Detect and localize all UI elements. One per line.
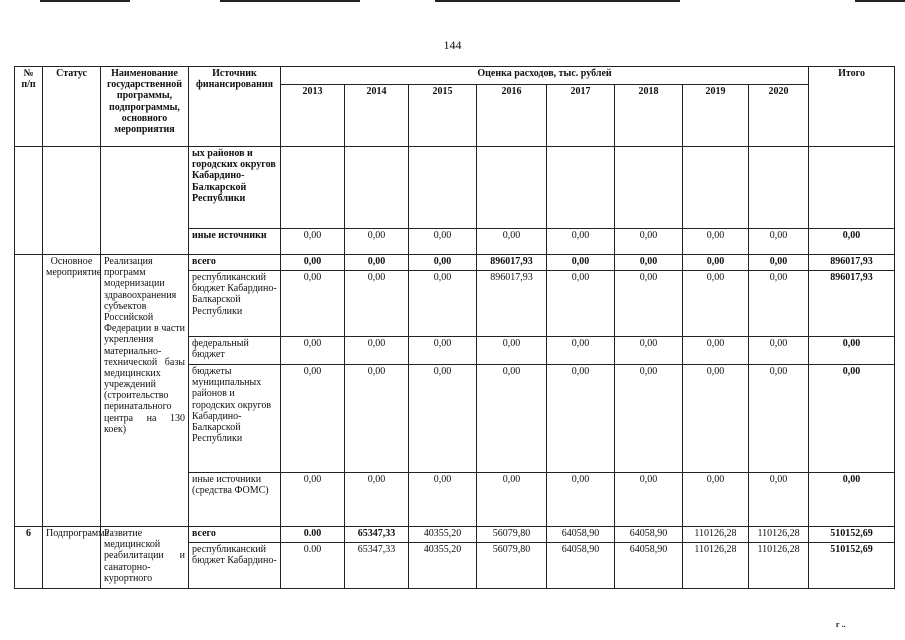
table-cell-value: 0,00 xyxy=(547,271,615,337)
table-cell-value: 64058,90 xyxy=(547,543,615,589)
table-cell-value: 0,00 xyxy=(547,255,615,271)
table-cell-value: 0,00 xyxy=(749,473,809,527)
table-cell-value: 0,00 xyxy=(409,365,477,473)
table-row xyxy=(15,147,895,229)
table-cell: ых районов и городских округов Кабардино-Балкарской Республики xyxy=(189,147,281,229)
table-cell-value: 0,00 xyxy=(809,229,895,255)
table-cell: всего xyxy=(189,255,281,271)
table-cell-value: 0,00 xyxy=(547,229,615,255)
table-cell-value: 110126,28 xyxy=(683,527,749,543)
header-year: 2018 xyxy=(615,85,683,147)
budget-table xyxy=(14,66,895,589)
footer-mark: г .. xyxy=(836,620,846,629)
table-cell-value xyxy=(683,147,749,229)
table-cell-value: 65347,33 xyxy=(345,543,409,589)
table-cell-value xyxy=(409,147,477,229)
table-cell-value: 40355,20 xyxy=(409,527,477,543)
scan-edge-line xyxy=(40,0,130,2)
table-cell-value: 64058,90 xyxy=(615,527,683,543)
header-year: 2015 xyxy=(409,85,477,147)
table-cell-value: 0,00 xyxy=(615,229,683,255)
table-cell xyxy=(101,147,189,255)
table-cell-value: 896017,93 xyxy=(477,255,547,271)
table-cell-value: 56079,80 xyxy=(477,527,547,543)
table-cell-value: 0,00 xyxy=(683,271,749,337)
table-cell-value: 0,00 xyxy=(281,255,345,271)
table-cell-value: 0,00 xyxy=(345,255,409,271)
table-cell-value: 0,00 xyxy=(345,365,409,473)
header-costs: Оценка расходов, тыс. рублей xyxy=(281,67,809,85)
table-cell-value xyxy=(547,147,615,229)
table-cell-value: 0,00 xyxy=(281,271,345,337)
header-year: 2017 xyxy=(547,85,615,147)
table-cell-value: 0,00 xyxy=(809,365,895,473)
table-cell-value: 0,00 xyxy=(409,337,477,365)
table-cell-value: 0,00 xyxy=(683,229,749,255)
table-cell-value xyxy=(345,147,409,229)
table-cell-value: 0,00 xyxy=(615,271,683,337)
table-cell-value: 0,00 xyxy=(683,255,749,271)
table-row xyxy=(15,255,895,271)
table-cell-value xyxy=(749,147,809,229)
table-cell-value: 510152,69 xyxy=(809,543,895,589)
table-header xyxy=(15,67,895,147)
table-cell-value: 0.00 xyxy=(281,543,345,589)
table-cell: федеральный бюджет xyxy=(189,337,281,365)
table-cell-value: 110126,28 xyxy=(749,543,809,589)
table-cell-value: 65347,33 xyxy=(345,527,409,543)
header-year: 2014 xyxy=(345,85,409,147)
header-name: Наименование государственной программы, подпрограммы, основного мероприятия xyxy=(101,67,189,147)
table-cell-value: 0,00 xyxy=(281,473,345,527)
header-year: 2020 xyxy=(749,85,809,147)
table-cell-value: 0,00 xyxy=(345,229,409,255)
table-cell-value: 0,00 xyxy=(409,473,477,527)
table-cell-value: 0,00 xyxy=(749,229,809,255)
table-cell-value: 896017,93 xyxy=(809,271,895,337)
table-cell-value: 0,00 xyxy=(345,337,409,365)
table-cell xyxy=(15,255,43,527)
table-cell-value: 0,00 xyxy=(409,271,477,337)
table-cell-value: 64058,90 xyxy=(547,527,615,543)
table-cell-value: 0,00 xyxy=(749,255,809,271)
table-row xyxy=(15,527,895,543)
table-cell-value: 0,00 xyxy=(615,255,683,271)
scan-edge-line xyxy=(435,0,680,2)
table-cell-value: 0,00 xyxy=(547,337,615,365)
header-year: 2016 xyxy=(477,85,547,147)
table-cell-value xyxy=(477,147,547,229)
table-cell-value: 896017,93 xyxy=(809,255,895,271)
table-cell-value: 40355,20 xyxy=(409,543,477,589)
row-name: Развитие медицинской реабилитации и санаторно-курортного xyxy=(101,527,189,589)
page-number: 144 xyxy=(443,38,462,52)
table-cell-value: 0,00 xyxy=(477,365,547,473)
table-cell-value: 510152,69 xyxy=(809,527,895,543)
table-cell-value: 0,00 xyxy=(683,337,749,365)
table-cell-value xyxy=(281,147,345,229)
table-cell-value: 0,00 xyxy=(281,337,345,365)
table-cell xyxy=(15,147,43,255)
table-cell: иные источники (средства ФОМС) xyxy=(189,473,281,527)
table-cell-value: 0,00 xyxy=(683,473,749,527)
scan-edge-line xyxy=(220,0,360,2)
table-cell-value: 0,00 xyxy=(345,473,409,527)
table-cell: всего xyxy=(189,527,281,543)
table-cell-value: 64058,90 xyxy=(615,543,683,589)
table-cell-value: 0,00 xyxy=(749,365,809,473)
table-cell-value: 110126,28 xyxy=(749,527,809,543)
table-cell-value: 0,00 xyxy=(749,271,809,337)
table-cell-value: 0,00 xyxy=(409,255,477,271)
table-cell-value: 0,00 xyxy=(477,337,547,365)
table-cell-value: 0,00 xyxy=(477,229,547,255)
table-cell: республиканский бюджет Кабардино-Балкарской Республики xyxy=(189,271,281,337)
table-cell: бюджеты муниципальных районов и городских округов Кабардино-Балкарской Республики xyxy=(189,365,281,473)
table-cell-value: 0,00 xyxy=(615,337,683,365)
table-cell-value: 896017,93 xyxy=(477,271,547,337)
row-number: 6 xyxy=(15,527,43,589)
table-cell-value: 0,00 xyxy=(809,473,895,527)
row-status: Подпрограмма xyxy=(43,527,101,589)
table-cell-value: 0,00 xyxy=(683,365,749,473)
header-year: 2013 xyxy=(281,85,345,147)
table-cell-value: 56079,80 xyxy=(477,543,547,589)
table-cell-value: 0,00 xyxy=(345,271,409,337)
table-cell-value: 0,00 xyxy=(477,473,547,527)
table-cell-value: 0.00 xyxy=(281,527,345,543)
table-cell-value: 0,00 xyxy=(809,337,895,365)
table-cell-value: 0,00 xyxy=(281,365,345,473)
table-cell-value: 110126,28 xyxy=(683,543,749,589)
table-cell-value: 0,00 xyxy=(749,337,809,365)
table-cell-value: 0,00 xyxy=(281,229,345,255)
table-cell-value: 0,00 xyxy=(547,473,615,527)
row-name: Реализация программ модернизации здравоохранения субъектов Российской Федерации в части укрепления материально-технической базы медицинских учреждений (строительство перинатального центра на 130 коек) xyxy=(101,255,189,527)
scan-edge-line xyxy=(855,0,905,2)
header-source: Источник финансирования xyxy=(189,67,281,147)
table-cell xyxy=(43,147,101,255)
table-cell-value: 0,00 xyxy=(615,365,683,473)
row-status: Основное мероприятие xyxy=(43,255,101,527)
table-cell-value: 0,00 xyxy=(409,229,477,255)
header-year: 2019 xyxy=(683,85,749,147)
table-cell-value: 0,00 xyxy=(615,473,683,527)
table-cell-value xyxy=(615,147,683,229)
table-cell-value xyxy=(809,147,895,229)
header-total: Итого xyxy=(809,67,895,147)
table-cell-value: 0,00 xyxy=(547,365,615,473)
table-cell: иные источники xyxy=(189,229,281,255)
header-status: Статус xyxy=(43,67,101,147)
table-cell: республиканский бюджет Кабардино- xyxy=(189,543,281,589)
header-no: № п/п xyxy=(15,67,43,147)
